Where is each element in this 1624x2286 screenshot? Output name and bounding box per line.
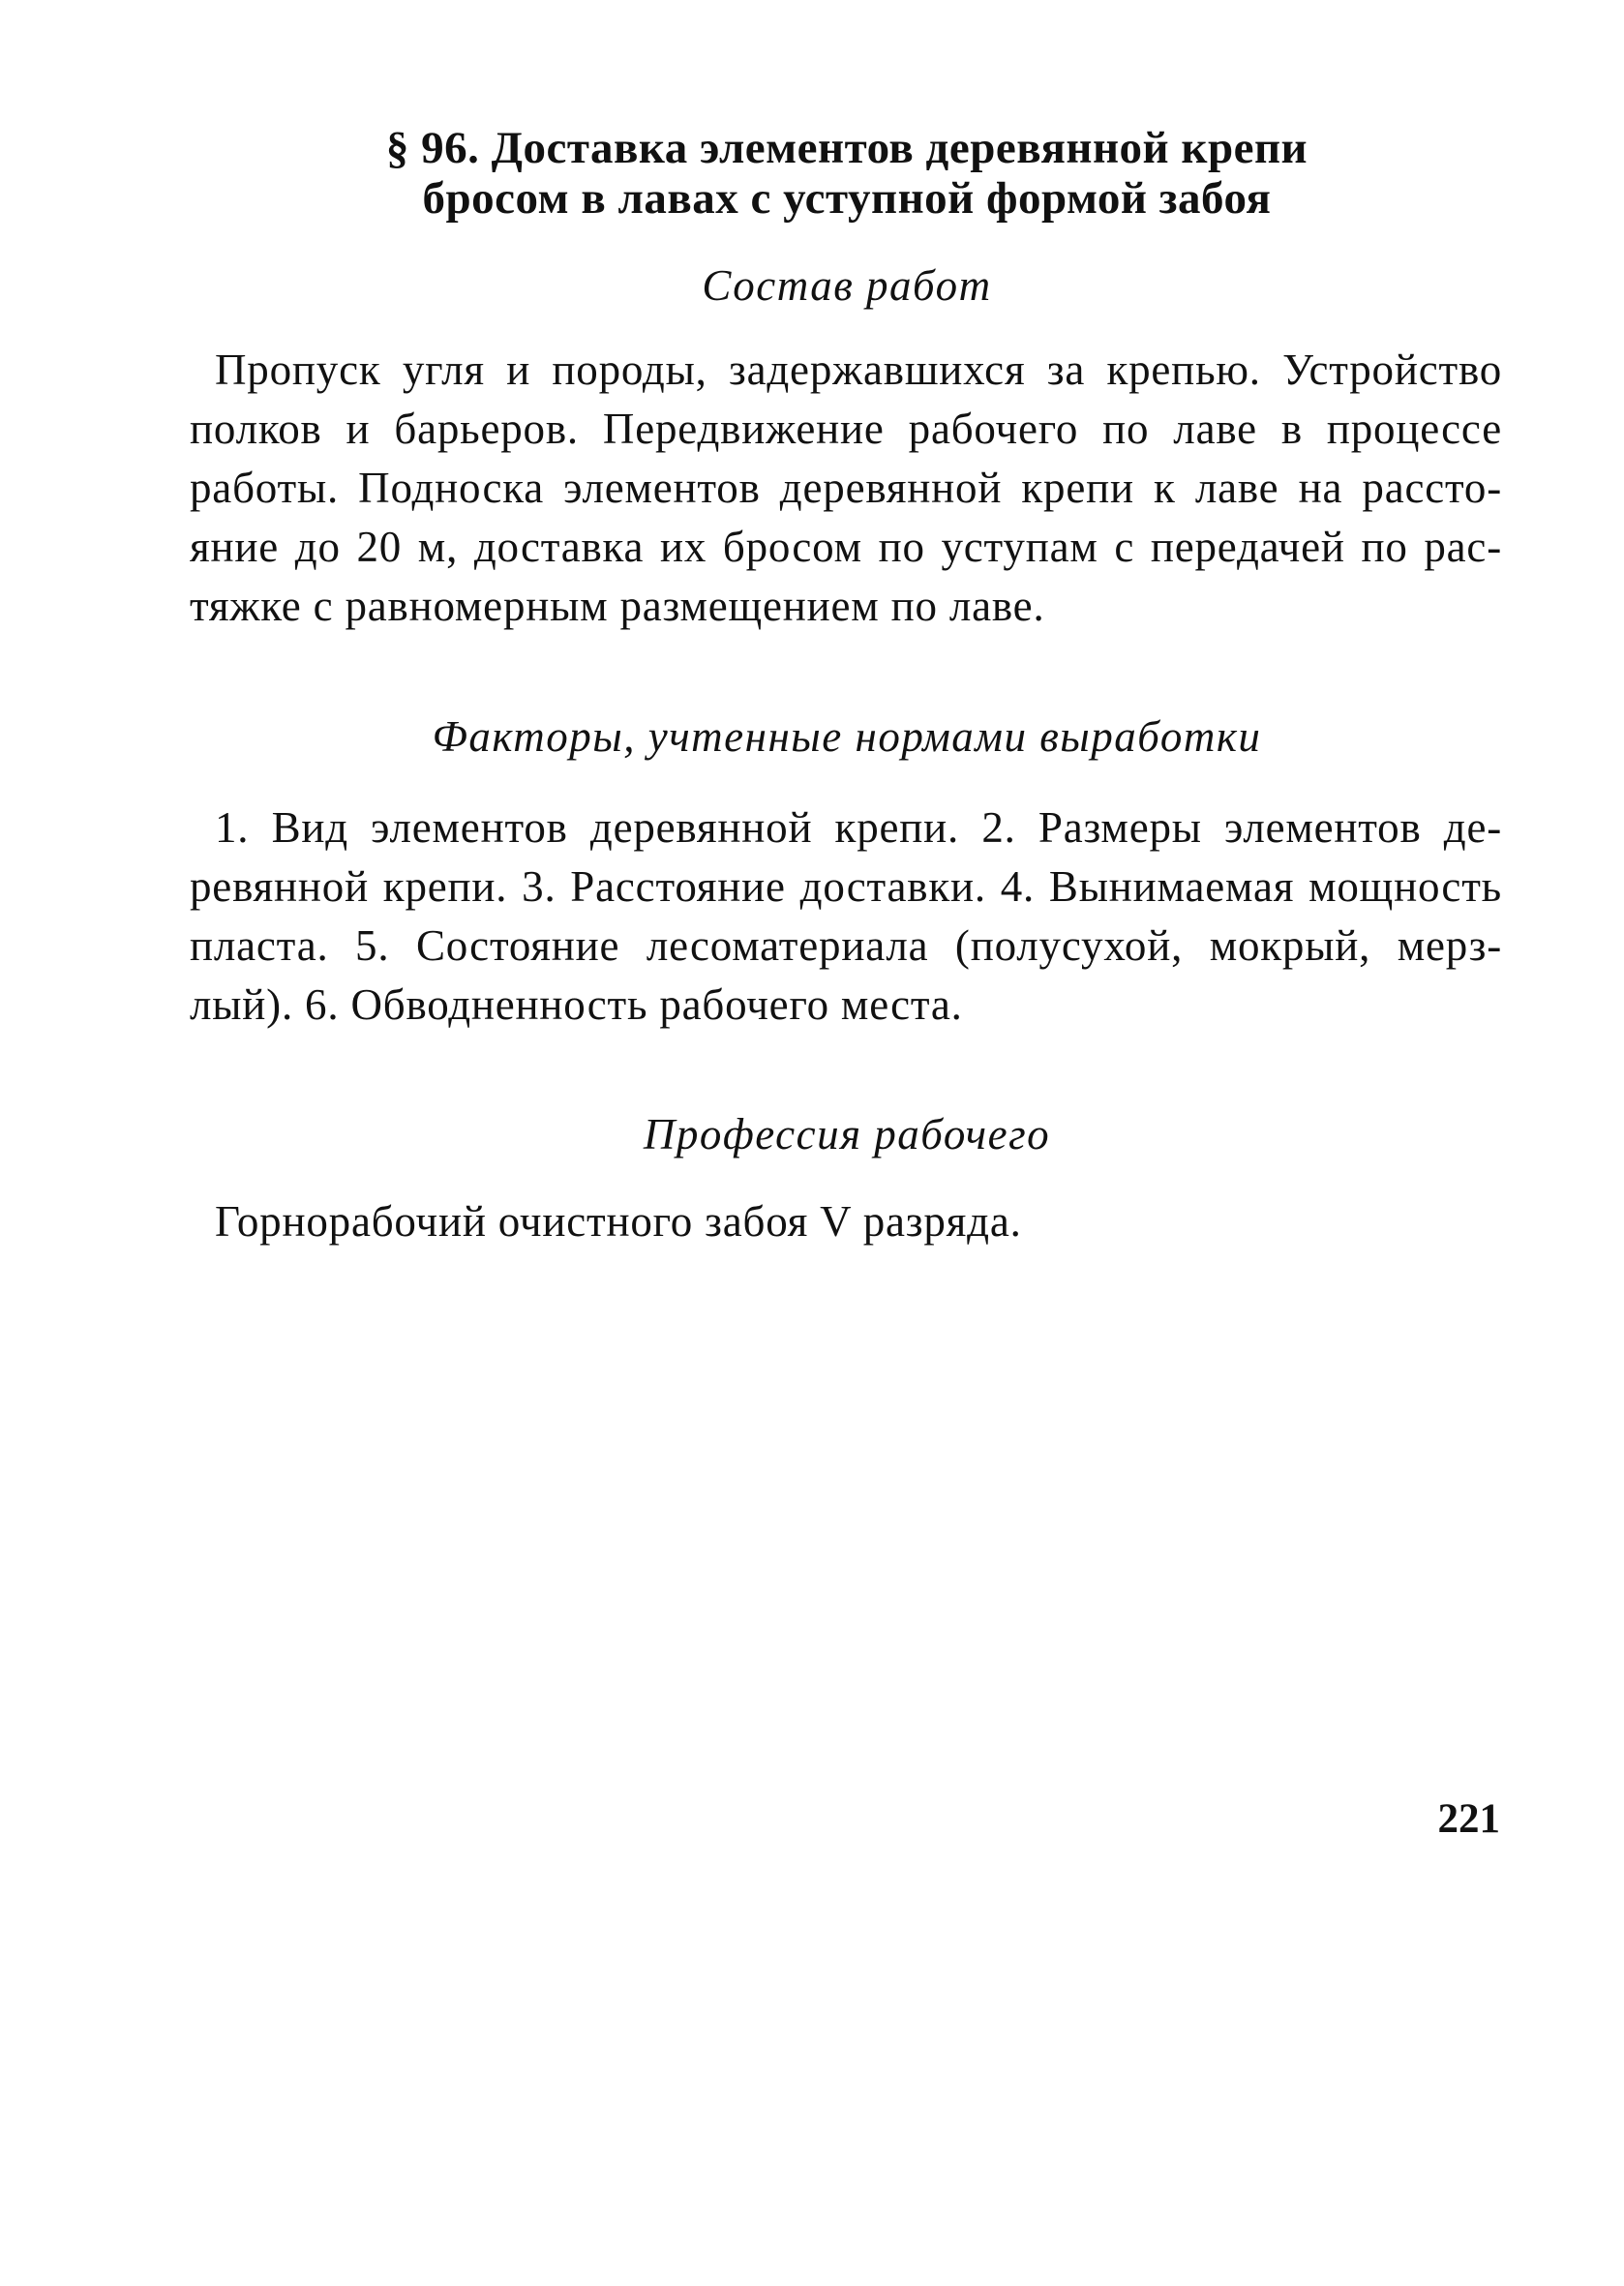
composition-line: полков и барьеров. Передвижение рабочего по лаве в процессе bbox=[190, 405, 1502, 453]
factors-line: пласта. 5. Состояние лесоматериала (полусухой, мокрый, мерз- bbox=[190, 921, 1502, 970]
section-title-line-1: § 96. Доставка элементов деревянной крепи bbox=[385, 123, 1308, 173]
factors-line: ревянной крепи. 3. Расстояние доставки. 4. Вынимаемая мощность bbox=[190, 862, 1502, 911]
profession-text: Горнорабочий очистного забоя V разряда. bbox=[215, 1197, 1022, 1246]
factors-line: 1. Вид элементов деревянной крепи. 2. Размеры элементов де- bbox=[215, 803, 1502, 852]
composition-line: яние до 20 м, доставка их бросом по уступам с передачей по рас- bbox=[190, 523, 1502, 571]
composition-line: Пропуск угля и породы, задержавшихся за крепью. Устройство bbox=[215, 346, 1502, 394]
section-title-line-2: бросом в лавах с уступной формой забоя bbox=[422, 173, 1272, 224]
composition-heading: Состав работ bbox=[702, 261, 992, 310]
page-number: 221 bbox=[1437, 1796, 1500, 1842]
factors-heading: Факторы, учтенные нормами выработки bbox=[432, 712, 1262, 761]
composition-line: тяжке с равномерным размещением по лаве. bbox=[190, 582, 1045, 630]
profession-heading: Профессия рабочего bbox=[643, 1110, 1051, 1158]
composition-line: работы. Подноска элементов деревянной крепи к лаве на рассто- bbox=[190, 464, 1502, 512]
factors-line: лый). 6. Обводненность рабочего места. bbox=[190, 980, 963, 1029]
